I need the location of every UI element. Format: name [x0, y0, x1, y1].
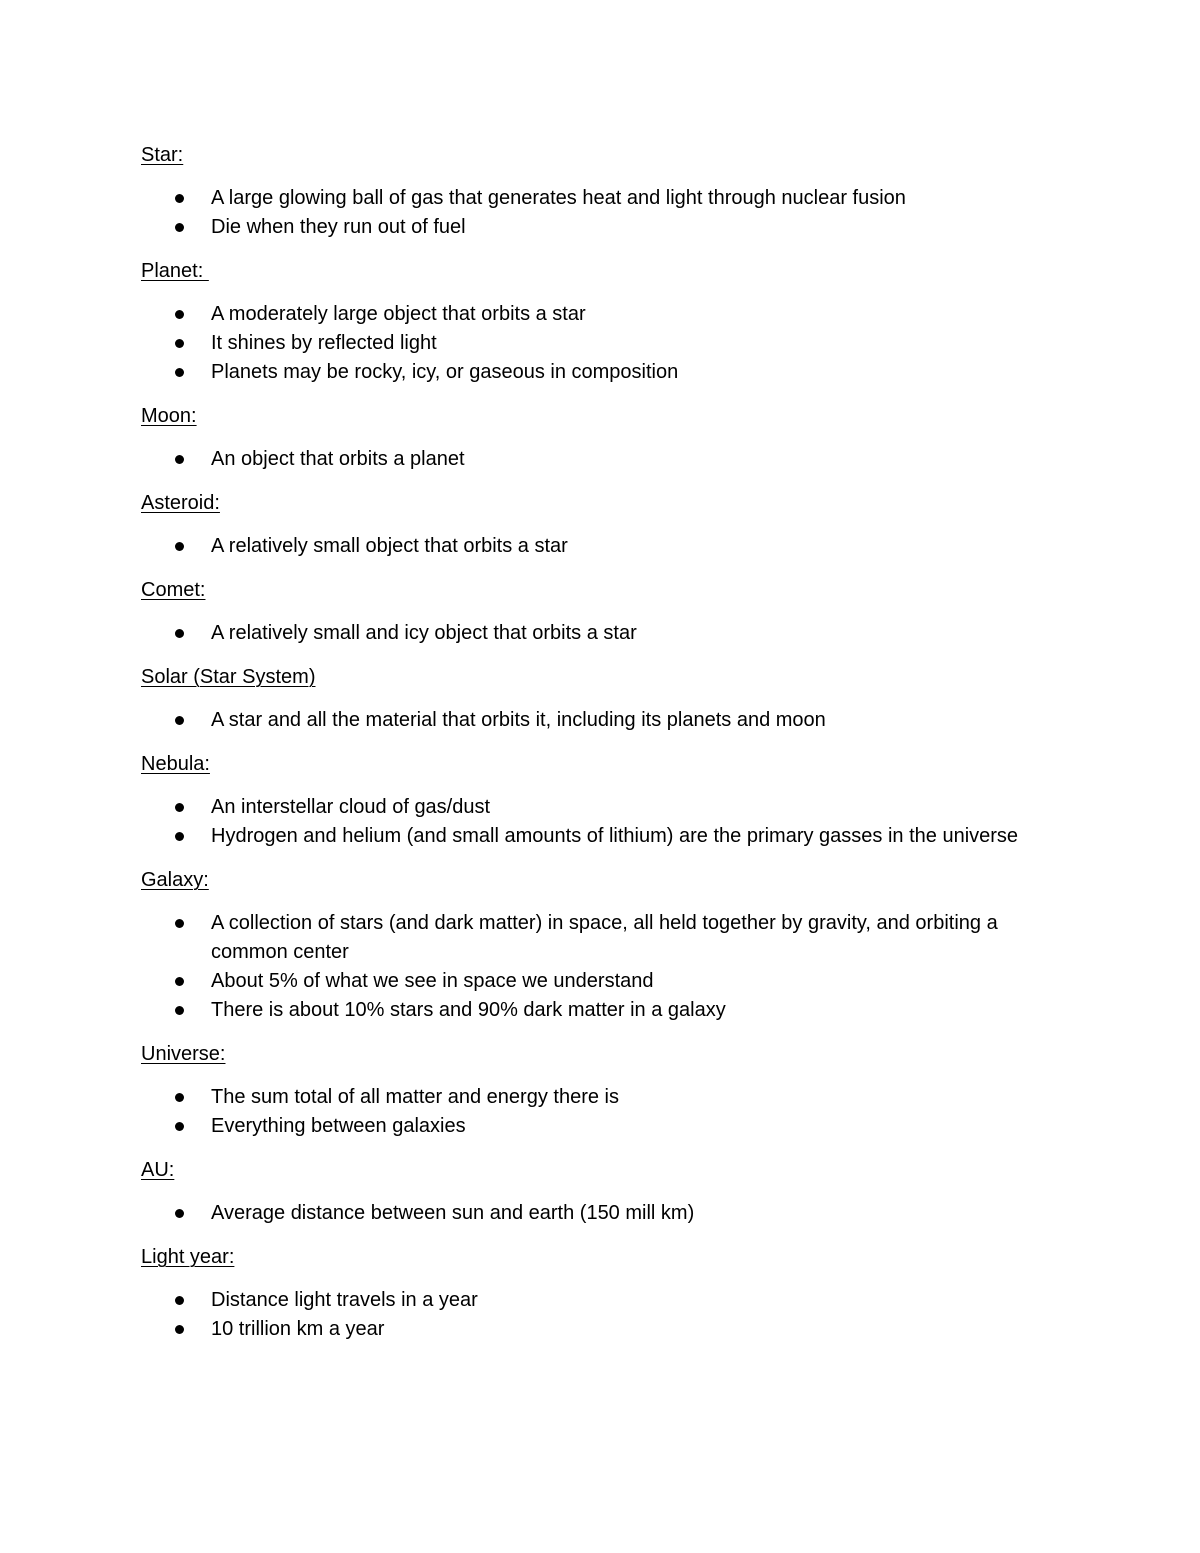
section-heading: Moon:	[141, 405, 197, 427]
list-item	[141, 967, 1061, 996]
bullet-dot-icon	[175, 368, 184, 377]
definition-section	[141, 1155, 1061, 1228]
list-item	[141, 1112, 1061, 1141]
bullet-dot-icon	[175, 977, 184, 986]
bullet-dot-icon	[175, 455, 184, 464]
bullet-list	[141, 1286, 1061, 1344]
list-item-text: A relatively small object that orbits a star	[211, 535, 568, 557]
bullet-list	[141, 532, 1061, 561]
bullet-dot-icon	[175, 832, 184, 841]
bullet-dot-icon	[175, 803, 184, 812]
bullet-list	[141, 619, 1061, 648]
list-item	[141, 793, 1061, 822]
list-item-text: 10 trillion km a year	[211, 1318, 385, 1340]
list-item-text: About 5% of what we see in space we understand	[211, 970, 654, 992]
bullet-dot-icon	[175, 1325, 184, 1334]
list-item	[141, 619, 1061, 648]
definition-section	[141, 865, 1061, 1025]
definition-section	[141, 1039, 1061, 1141]
bullet-list	[141, 1083, 1061, 1141]
definition-section	[141, 575, 1061, 648]
section-heading: Nebula:	[141, 753, 210, 775]
definition-section	[141, 1242, 1061, 1344]
definition-section	[141, 401, 1061, 474]
section-heading: Star:	[141, 144, 184, 166]
list-item-text: A collection of stars (and dark matter) in space, all held together by gravity, and orbiting a common center	[211, 912, 998, 963]
definition-section	[141, 256, 1061, 387]
bullet-list	[141, 706, 1061, 735]
bullet-dot-icon	[175, 194, 184, 203]
section-heading: Asteroid:	[141, 492, 220, 514]
definition-section	[141, 488, 1061, 561]
list-item-text: A moderately large object that orbits a star	[211, 303, 586, 325]
list-item	[141, 822, 1061, 851]
bullet-dot-icon	[175, 223, 184, 232]
list-item	[141, 1315, 1061, 1344]
section-heading: Galaxy:	[141, 869, 209, 891]
list-item	[141, 329, 1061, 358]
bullet-dot-icon	[175, 716, 184, 725]
definition-section	[141, 140, 1061, 242]
list-item-text: A large glowing ball of gas that generates heat and light through nuclear fusion	[211, 187, 906, 209]
list-item-text: Average distance between sun and earth (150 mill km)	[211, 1202, 695, 1224]
list-item	[141, 909, 1061, 967]
list-item-text: Die when they run out of fuel	[211, 216, 466, 238]
list-item-text: An interstellar cloud of gas/dust	[211, 796, 491, 818]
list-item	[141, 706, 1061, 735]
bullet-dot-icon	[175, 919, 184, 928]
definition-section	[141, 662, 1061, 735]
bullet-list	[141, 445, 1061, 474]
section-heading: Comet:	[141, 579, 206, 601]
bullet-dot-icon	[175, 310, 184, 319]
section-heading: AU:	[141, 1159, 175, 1181]
list-item-text: Everything between galaxies	[211, 1115, 466, 1137]
list-item	[141, 532, 1061, 561]
list-item	[141, 1286, 1061, 1315]
list-item	[141, 1199, 1061, 1228]
bullet-dot-icon	[175, 1122, 184, 1131]
list-item	[141, 445, 1061, 474]
bullet-dot-icon	[175, 1209, 184, 1218]
bullet-list	[141, 793, 1061, 851]
bullet-list	[141, 1199, 1061, 1228]
section-heading: Planet:	[141, 260, 209, 282]
section-heading: Solar (Star System)	[141, 666, 316, 688]
document-body	[141, 140, 1061, 1358]
list-item-text: A star and all the material that orbits it, including its planets and moon	[211, 709, 826, 731]
section-heading: Universe:	[141, 1043, 226, 1065]
section-heading: Light year:	[141, 1246, 235, 1268]
list-item	[141, 1083, 1061, 1112]
bullet-dot-icon	[175, 1006, 184, 1015]
bullet-dot-icon	[175, 1093, 184, 1102]
list-item	[141, 996, 1061, 1025]
bullet-list	[141, 300, 1061, 387]
list-item	[141, 213, 1061, 242]
list-item-text: It shines by reflected light	[211, 332, 437, 354]
bullet-dot-icon	[175, 339, 184, 348]
list-item-text: A relatively small and icy object that orbits a star	[211, 622, 637, 644]
list-item	[141, 184, 1061, 213]
bullet-dot-icon	[175, 542, 184, 551]
list-item	[141, 300, 1061, 329]
list-item-text: Planets may be rocky, icy, or gaseous in composition	[211, 361, 679, 383]
bullet-dot-icon	[175, 1296, 184, 1305]
bullet-list	[141, 184, 1061, 242]
list-item-text: An object that orbits a planet	[211, 448, 465, 470]
list-item-text: There is about 10% stars and 90% dark matter in a galaxy	[211, 999, 726, 1021]
bullet-list	[141, 909, 1061, 1025]
list-item-text: Distance light travels in a year	[211, 1289, 478, 1311]
bullet-dot-icon	[175, 629, 184, 638]
list-item-text: Hydrogen and helium (and small amounts of lithium) are the primary gasses in the universe	[211, 825, 1019, 847]
list-item	[141, 358, 1061, 387]
list-item-text: The sum total of all matter and energy there is	[211, 1086, 619, 1108]
definition-section	[141, 749, 1061, 851]
